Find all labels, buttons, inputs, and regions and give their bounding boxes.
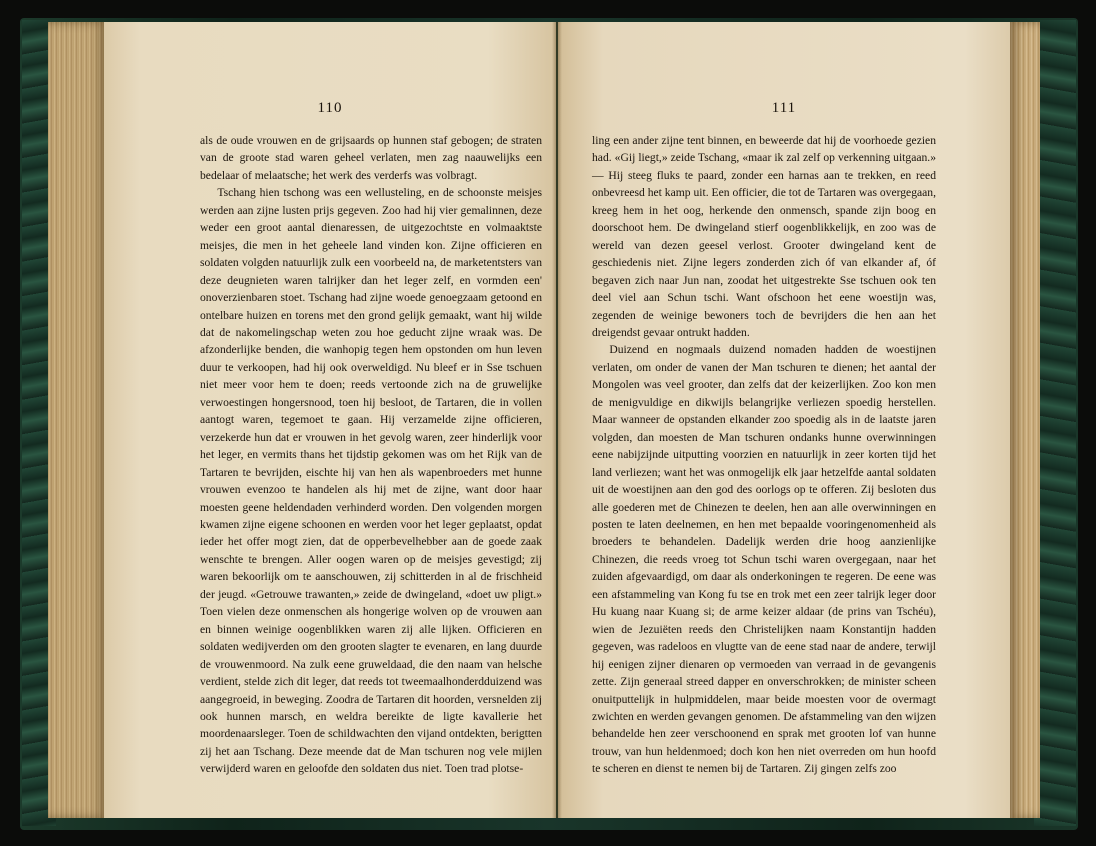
right-page xyxy=(558,22,1010,818)
page-edges-right xyxy=(1010,22,1040,818)
book-gutter xyxy=(552,22,562,818)
left-page xyxy=(104,22,556,818)
paragraph: Duizend en nogmaals duizend nomaden hadden de woestijnen verlaten, om onder de vanen der Man tschuren te dienen; het aantal der Mongolen was veel grooter, dan zelfs dat der keizerlijken. Zoo kon men de menigvuldige en dikwijls belangrijke verliezen spoedig herstellen. Maar wanneer de opstanden elkander zoo spoedig als in de laatste jaren volgden, dan moesten de Man tschuren ondanks hunne overwinningen eene nabijzijnde uitputting voorzien en natuurlijk in zeer korten tijd het land verliezen; want het was onmogelijk elk jaar hetzelfde aantal soldaten uit de woestijnen aan den god des oorlogs op te offeren. Zij besloten dus alle goederen met de Chinezen te deelen, hen aan alle overwinningen en posten te laten deelnemen, en hen met bepaalde vooringenomenheid als broeders te behandelen. Dadelijk werden drie hoog aanzienlijke Chinezen, die reeds vroeg tot Schun tschi waren overgegaan, naar het zuiden afgevaardigd, om daar als onderkoningen te regeren. De eene was een afstammeling van Kong fu tse en trok met een zeer talrijk leger door Hu kuang naar Kuang si; de arme keizer aldaar (de prins van Tschéu), wien de Jezuiëten reeds den Christelijken naam Konstantijn hadden gegeven, was radeloos en vlugtte van de eene stad naar de andere, terwijl hij eenigen zijner dienaren op vermoeden van verraad in de gevangenis zette. Zijn generaal streed dapper en onverschrokken; de minister scheen onuitputtelijk in hulpmiddelen, maar beide moesten voor de overmagt zwichten en werden gevangen genomen. De afstammeling van den wijzen behandelde hen zeer verschoonend en sprak met grooten lof van hunne trouw, van hun heldenmoed; doch kon hen niet overreden om hun hoofd te scheren en dienst te nemen bij de Tartaren. Zij gingen zelfs zoo xyxy=(592,343,936,776)
paragraph: Tschang hien tschong was een wellusteling, en de schoonste meisjes werden aan zijne lusten prijs gegeven. Zoo had hij vier gemalinnen, deze weder een groot aantal dienaressen, de uitgezochtste en volmaaktste meisjes, die men in het geheele land vinden kon. Zijne officieren en soldaten volgden natuurlijk zulk een voorbeeld na, de marketentsters van deze deugnieten waren talrijker dan het leger zelf, en vormden een' onoverzienbaren stoet. Tschang had zijne woede genoegzaam getoond en ontelbare huizen en torens met den grond gelijk gemaakt, want hij wilde dat de nakomelingschap weten zou hoe geducht zijne wraak was. De afzonderlijke benden, die wanhopig tegen hem opstonden om hun leven duur te verkoopen, had hij ook overweldigd. Nu bleef er in Sse tschuen niet meer voor hem te doen; reeds vertoonde zich na de gruwelijke verwoestingen hongersnood, toen hij besloot, de Tartaren, die in vollen aantogt waren, tegemoet te gaan. Hij verzamelde zijne officieren, verzekerde hun dat er vrouwen in het gevolg waren, zeer hinderlijk voor het leger, en vermits thans het tijdstip gekomen was om het Rijk van de Tartaren te bevrijden, eischte hij van hen als wapenbroeders met hunne vrouwen evenzoo te handelen als hij met de zijne, want door haar moesten geene heldendaden verhinderd worden. Den volgenden morgen kwamen zijne eigene schoonen en werden voor het leger geplaatst, opdat ieder het offer mogt zien, dat de opperbevelhebber aan de goede zaak wenschte te brengen. Aller oogen waren op de meisjes gevestigd; zij waren bekoorlijk om te aanschouwen, zij schitterden in al de frischheid der jeugd. «Getrouwe trawanten,» zeide de dwingeland, «doet uw pligt.» Toen vielen deze onmenschen als hongerige wolven op de vrouwen aan en binnen weinige oogenblikken waren zij alle lijken. Officieren en soldaten wedijverden om den grooten slagter te evenaren, en lang duurde de vrouwenmoord. Na zulk eene gruweldaad, die den naam van helsche verdient, stelde zich dit leger, dat reeds tot tweemaalhonderdduizend was aangegroeid, in beweging. Zoodra de Tartaren dit hoorden, versnelden zij ook hunnen marsch, en weldra bereikte de ligte kavallerie het moordenaarsleger. Toen de schildwachten den vijand ontdekten, berigtten zij het aan Tschang. Deze meende dat de Man tschuren nog vele mijlen verwijderd waren en geloofde den soldaten dus niet. Toen trad plotse- xyxy=(200,186,542,776)
paragraph: als de oude vrouwen en de grijsaards op hunnen staf gebogen; de straten van de groote stad waren geheel verlaten, men zag naauwelijks een bedelaar of melaatsche; het werk des verderfs was volbragt. xyxy=(200,134,542,182)
paragraph: ling een ander zijne tent binnen, en beweerde dat hij de voorhoede gezien had. «Gij liegt,» zeide Tschang, «maar ik zal zelf op verkenning uitgaan.» — Hij steeg fluks te paard, zonder een harnas aan te trekken, en reed onbevreesd het kamp uit. Een officier, die tot de Tartaren was overgegaan, kreeg hem in het oog, herkende den onmensch, spande zijn boog en doorschoot hem. De dwingeland stierf oogenblikkelijk, en zoo was de wereld van dezen geesel verlost. Grooter dwingeland kent de geschiedenis niet. Zijne legers zonderden zich óf van elkander af, óf begaven zich naar Jun nan, zoodat het uitgestrekte Sse tschuen ook ten deel viel aan Schun tschi. Want ofschoon het eene woestijn was, zegenden de weinige bewoners toch de bevrijders die hen aan het dreigendst gevaar ontrukt hadden. xyxy=(592,134,936,339)
page-number: 111 xyxy=(771,100,797,116)
page-edges-left xyxy=(48,22,106,818)
page-body xyxy=(200,132,542,778)
marbled-cover-right xyxy=(1034,20,1076,826)
page-number: 110 xyxy=(317,100,343,116)
page-body xyxy=(592,132,936,778)
